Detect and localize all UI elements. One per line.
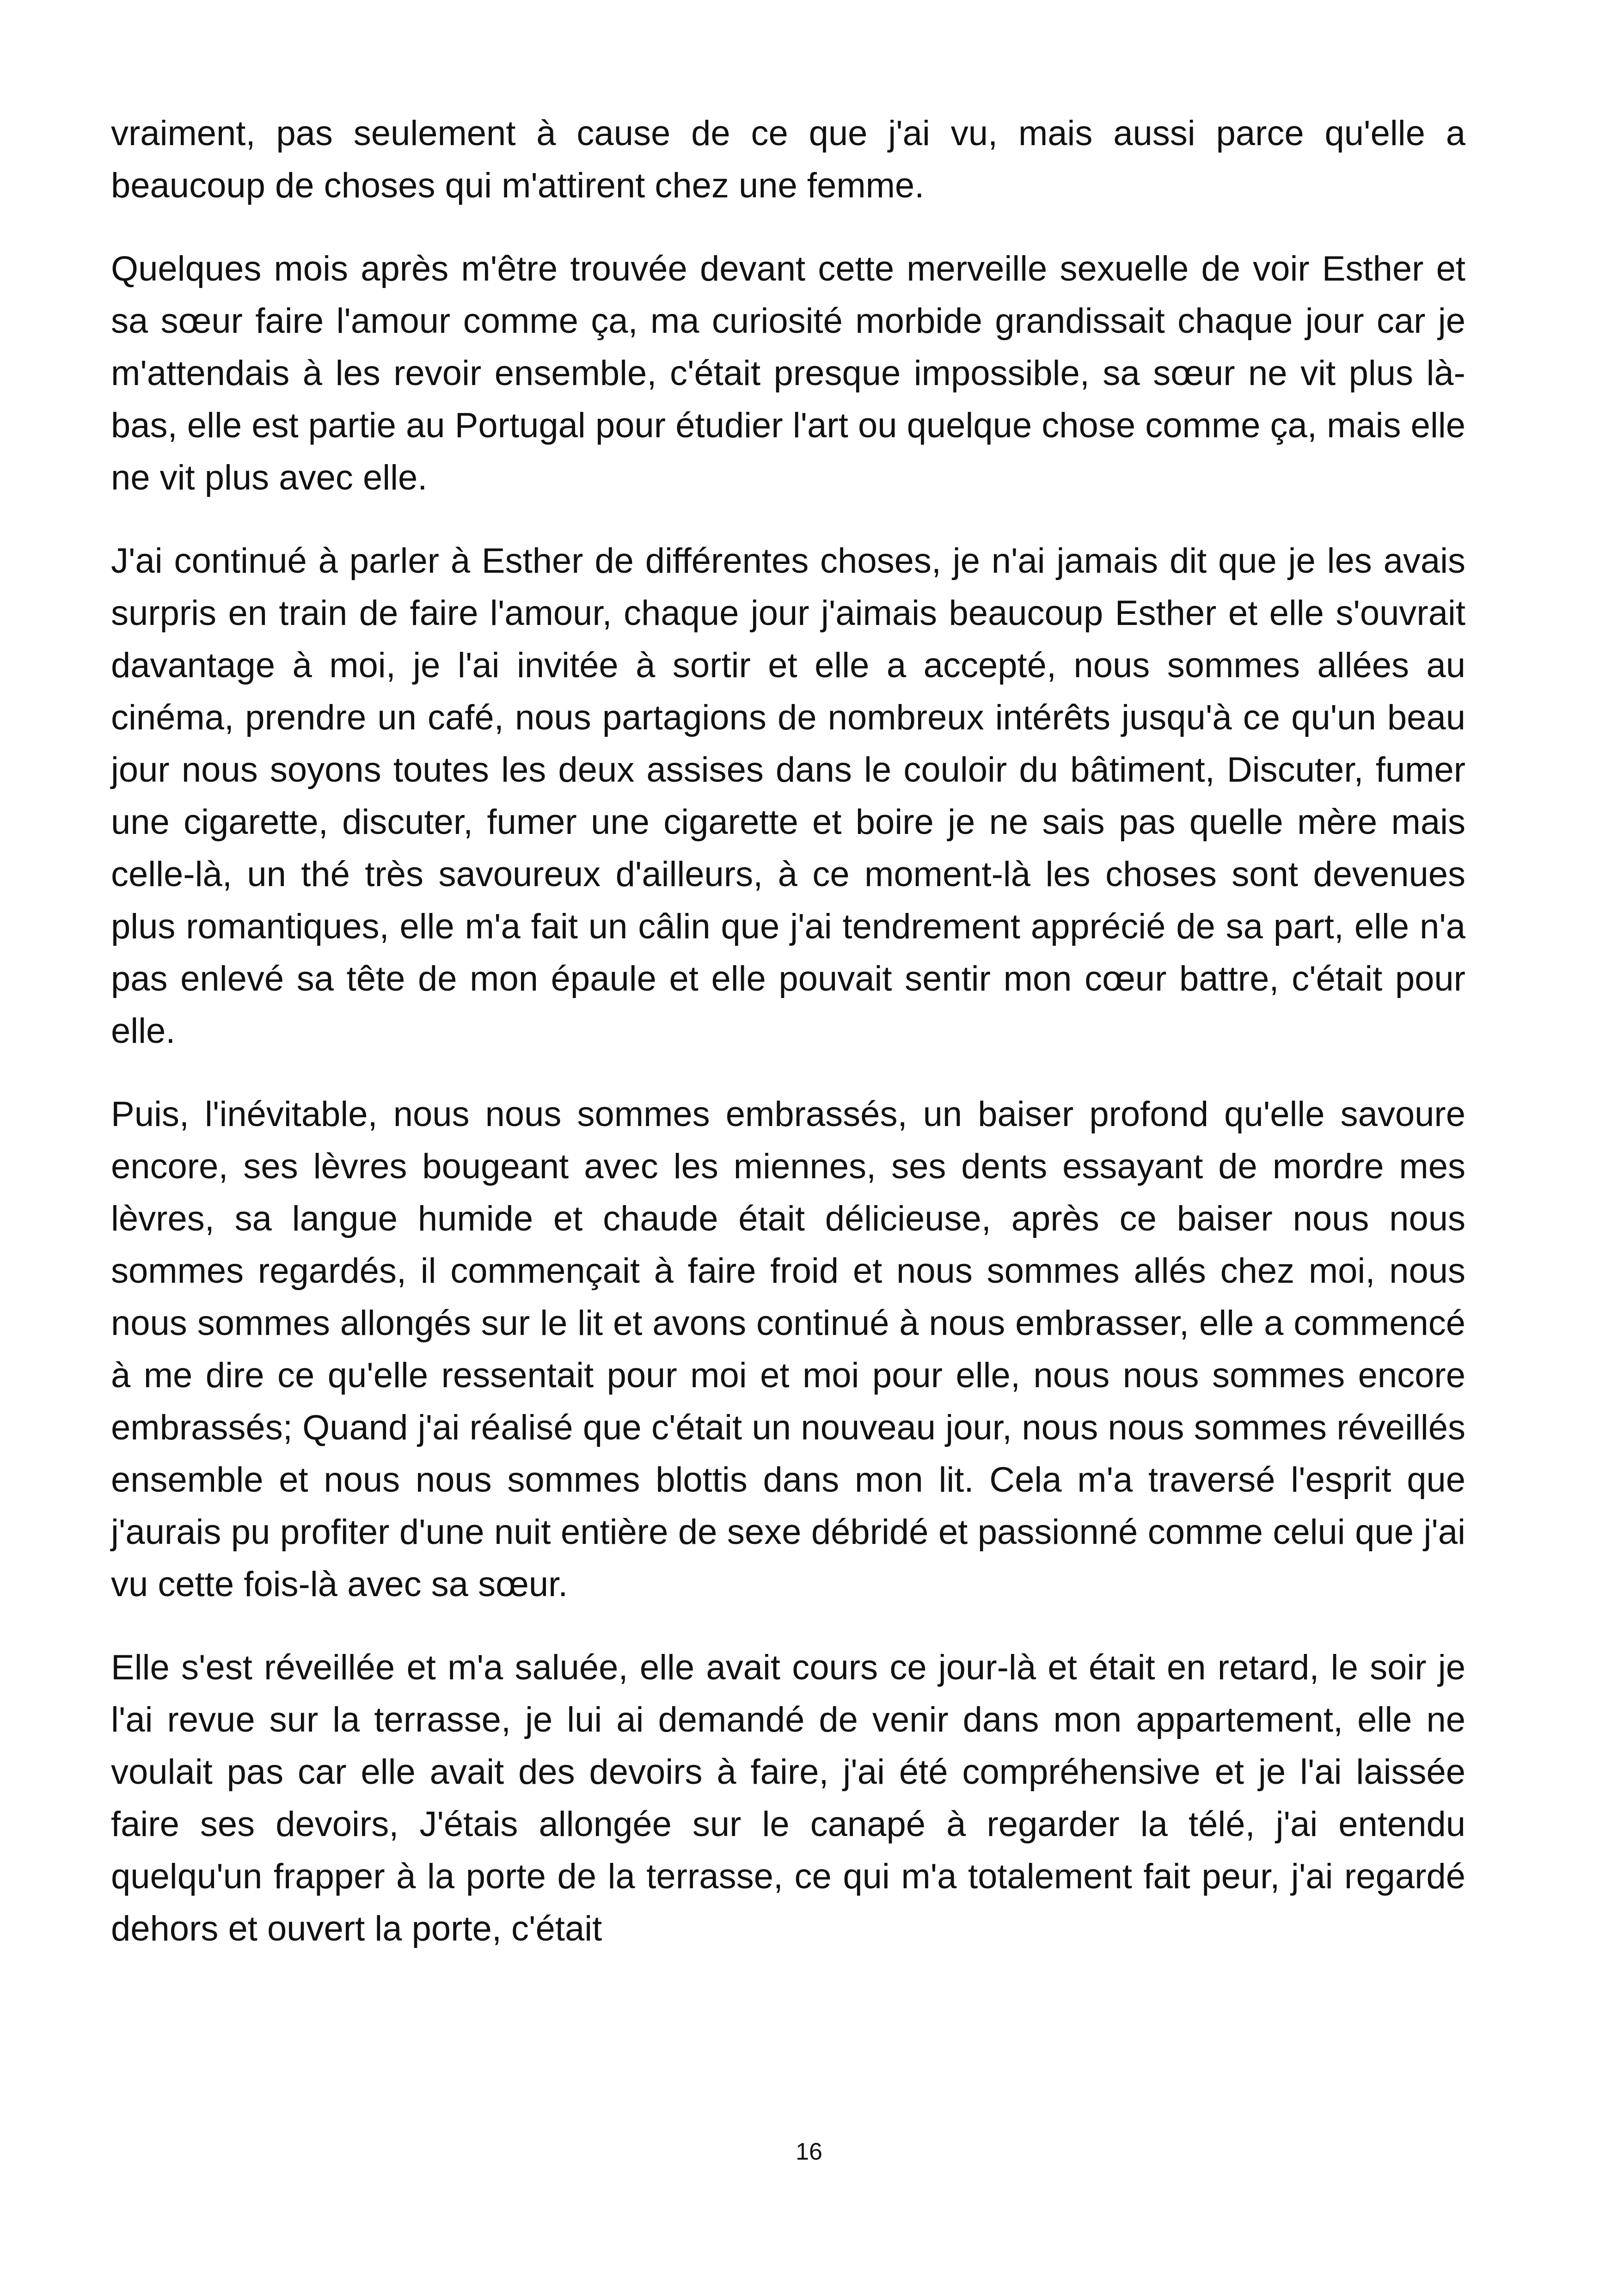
paragraph-4: Puis, l'inévitable, nous nous sommes embrassés, un baiser profond qu'elle savoure encore, ses lèvres bougeant avec les miennes, ses dents essayant de mordre mes lèvres, sa langue humide et chaude était délicieuse, après ce baiser nous nous sommes regardés, il commençait à faire froid et nous sommes allés chez moi, nous nous sommes allongés sur le lit et avons continué à nous embrasser, elle a commencé à me dire ce qu'elle ressentait pour moi et moi pour elle, nous nous sommes encore embrassés; Quand j'ai réalisé que c'était un nouveau jour, nous nous sommes réveillés ensemble et nous nous sommes blottis dans mon lit. Cela m'a traversé l'esprit que j'aurais pu profiter d'une nuit entière de sexe débridé et passionné comme celui que j'ai vu cette fois-là avec sa sœur. xyxy=(111,1095,1465,1604)
page-number: 16 xyxy=(796,2138,822,2165)
paragraph-1: vraiment, pas seulement à cause de ce que j'ai vu, mais aussi parce qu'elle a beaucoup de choses qui m'attirent chez une femme. xyxy=(111,114,1465,205)
paragraph-5: Elle s'est réveillée et m'a saluée, elle avait cours ce jour-là et était en retard, le soir je l'ai revue sur la terrasse, je lui ai demandé de venir dans mon appartement, elle ne voulait pas car elle avait des devoirs à faire, j'ai été compréhensive et je l'ai laissée faire ses devoirs, J'étais allongée sur le canapé à regarder la télé, j'ai entendu quelqu'un frapper à la porte de la terrasse, ce qui m'a totalement fait peur, j'ai regardé dehors et ouvert la porte, c'était xyxy=(111,1648,1465,1948)
body-text xyxy=(111,107,1465,1986)
paragraph-2: Quelques mois après m'être trouvée devant cette merveille sexuelle de voir Esther et sa sœur faire l'amour comme ça, ma curiosité morbide grandissait chaque jour car je m'attendais à les revoir ensemble, c'était presque impossible, sa sœur ne vit plus là-bas, elle est partie au Portugal pour étudier l'art ou quelque chose comme ça, mais elle ne vit plus avec elle. xyxy=(111,249,1465,497)
paragraph-3: J'ai continué à parler à Esther de différentes choses, je n'ai jamais dit que je les avais surpris en train de faire l'amour, chaque jour j'aimais beaucoup Esther et elle s'ouvrait davantage à moi, je l'ai invitée à sortir et elle a accepté, nous sommes allées au cinéma, prendre un café, nous partagions de nombreux intérêts jusqu'à ce qu'un beau jour nous soyons toutes les deux assises dans le couloir du bâtiment, Discuter, fumer une cigarette, discuter, fumer une cigarette et boire je ne sais pas quelle mère mais celle-là, un thé très savoureux d'ailleurs, à ce moment-là les choses sont devenues plus romantiques, elle m'a fait un câlin que j'ai tendrement apprécié de sa part, elle n'a pas enlevé sa tête de mon épaule et elle pouvait sentir mon cœur battre, c'était pour elle. xyxy=(111,541,1465,1051)
